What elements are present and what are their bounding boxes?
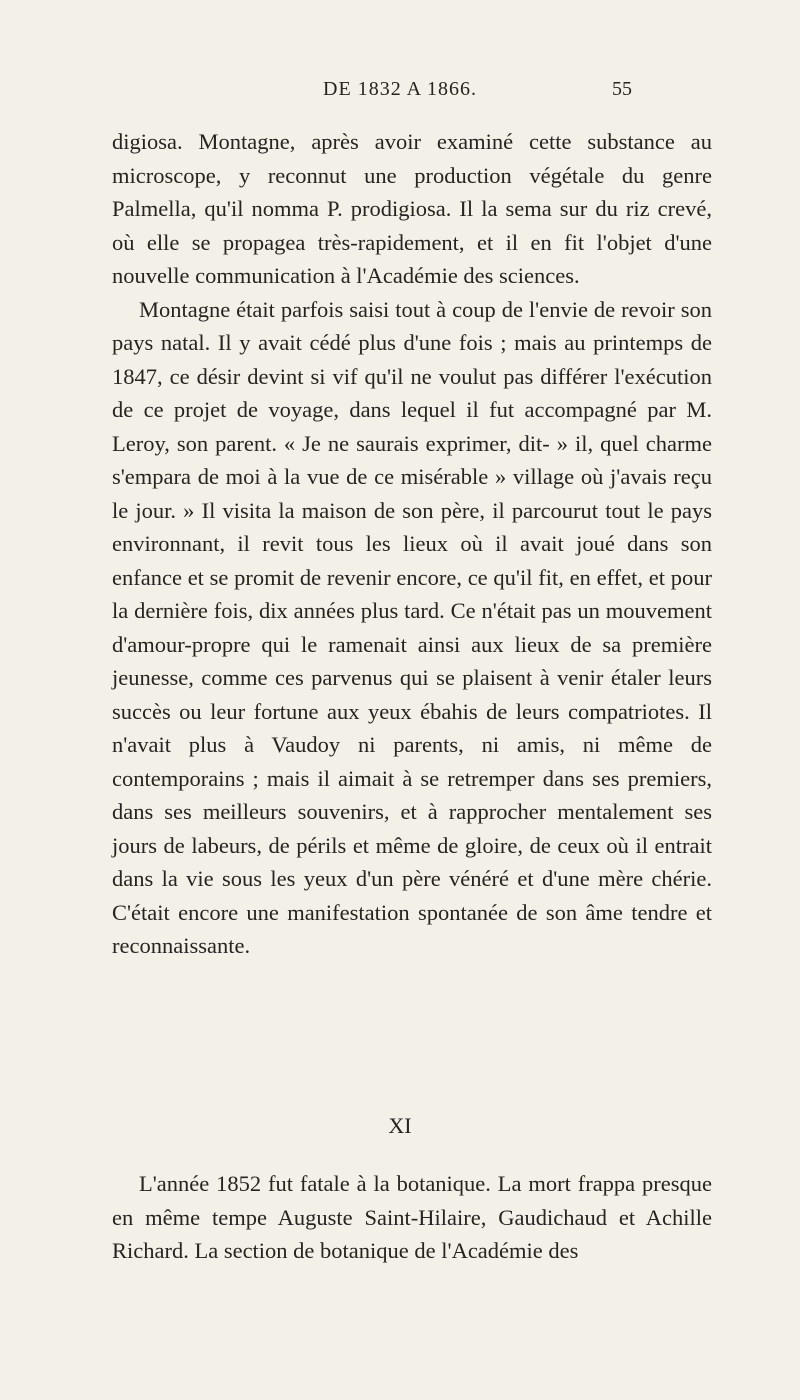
body-text xyxy=(112,125,712,963)
paragraph: L'année 1852 fut fatale à la botanique. La mort frappa presque en même tempe Auguste Saint-Hilaire, Gaudichaud et Achille Richard. La section de botanique de l'Académie des xyxy=(112,1171,712,1263)
chapter-heading: XI xyxy=(388,1113,412,1138)
running-title: DE 1832 A 1866. xyxy=(323,78,477,100)
running-head xyxy=(0,78,800,108)
chapter-body-text xyxy=(112,1167,712,1268)
page-number: 55 xyxy=(612,78,632,100)
paragraph-continued: digiosa. Montagne, après avoir examiné cette substance au microscope, y reconnut une production végétale du genre Palmella, qu'il nomma P. prodigiosa. Il la sema sur du riz crevé, où elle se propagea très-rapidement, et il en fit l'objet d'une nouvelle communication à l'Académie des sciences. xyxy=(112,129,712,288)
paragraph: Montagne était parfois saisi tout à coup de l'envie de revoir son pays natal. Il y avait cédé plus d'une fois ; mais au printemps de 1847, ce désir devint si vif qu'il ne voulut pas différer l'exécution de ce projet de voyage, dans lequel il fut accompagné par M. Leroy, son parent. « Je ne saurais exprimer, dit- » il, quel charme s'empara de moi à la vue de ce misérable » village où j'avais reçu le jour. » Il visita la maison de son père, il parcourut tout le pays environnant, il revit tous les lieux où il avait joué dans son enfance et se promit de revenir encore, ce qu'il fit, en effet, et pour la dernière fois, dix années plus tard. Ce n'était pas un mouvement d'amour-propre qui le ramenait ainsi aux lieux de sa première jeunesse, comme ces parvenus qui se plaisent à venir étaler leurs succès ou leur fortune aux yeux ébahis de leurs compatriotes. Il n'avait plus à Vaudoy ni parents, ni amis, ni même de contemporains ; mais il aimait à se retremper dans ses premiers, dans ses meilleurs souvenirs, et à rapprocher mentalement ses jours de labeurs, de périls et même de gloire, de ceux où il entrait dans la vie sous les yeux d'un père vénéré et d'une mère chérie. C'était encore une manifestation spontanée de son âme tendre et reconnaissante. xyxy=(112,296,712,958)
